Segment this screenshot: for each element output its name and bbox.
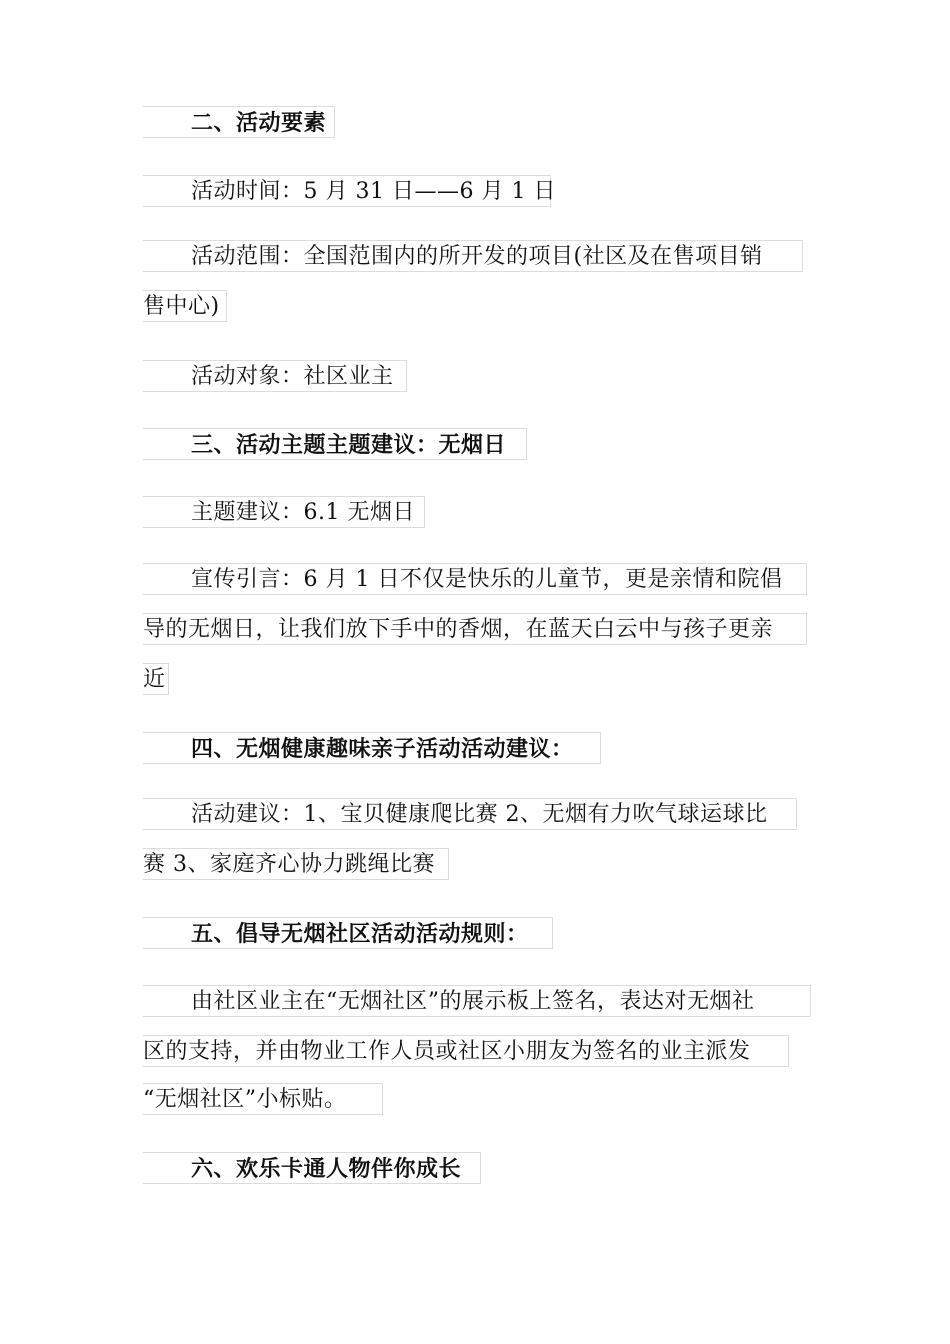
paragraph-line: 导的无烟日，让我们放下手中的香烟，在蓝天白云中与孩子更亲 bbox=[143, 613, 807, 645]
section-heading: 三、活动主题主题建议：无烟日 bbox=[143, 428, 527, 460]
paragraph-line: 区的支持，并由物业工作人员或社区小朋友为签名的业主派发 bbox=[143, 1035, 789, 1067]
paragraph-line: 售中心) bbox=[143, 290, 227, 322]
section-heading: 四、无烟健康趣味亲子活动活动建议： bbox=[143, 732, 601, 764]
section-heading: 二、活动要素 bbox=[143, 106, 335, 138]
section-heading: 五、倡导无烟社区活动活动规则： bbox=[143, 917, 553, 949]
paragraph-line: 近 bbox=[143, 663, 169, 695]
paragraph-line: 宣传引言：6 月 1 日不仅是快乐的儿童节，更是亲情和院倡 bbox=[143, 563, 807, 595]
paragraph-line: 活动对象：社区业主 bbox=[143, 360, 407, 392]
paragraph-line: 活动范围：全国范围内的所开发的项目(社区及在售项目销 bbox=[143, 240, 803, 272]
paragraph-line: 由社区业主在“无烟社区”的展示板上签名，表达对无烟社 bbox=[143, 985, 811, 1017]
paragraph-line: 活动建议：1、宝贝健康爬比赛 2、无烟有力吹气球运球比 bbox=[143, 798, 797, 830]
paragraph-line: 赛 3、家庭齐心协力跳绳比赛 bbox=[143, 848, 449, 880]
paragraph-line: 主题建议：6.1 无烟日 bbox=[143, 496, 425, 528]
paragraph-line: “无烟社区”小标贴。 bbox=[143, 1083, 383, 1115]
section-heading: 六、欢乐卡通人物伴你成长 bbox=[143, 1152, 481, 1184]
paragraph-line: 活动时间：5 月 31 日——6 月 1 日 bbox=[143, 175, 551, 207]
